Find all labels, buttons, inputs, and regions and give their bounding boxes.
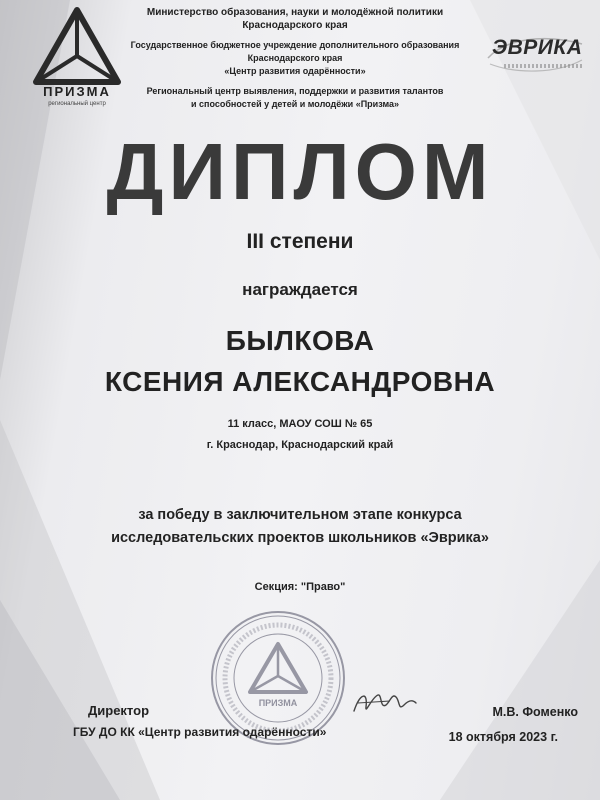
issue-date: 18 октября 2023 г. [448,730,558,744]
stamp-center-text: ПРИЗМА [258,698,298,708]
award-reason-line-1: за победу в заключительном этапе конкурса [138,507,462,523]
diploma-title: ДИПЛОМ [106,127,494,216]
prizma-logo-name: ПРИЗМА [43,84,111,99]
regional-center-line-2: и способностей у детей и молодёжи «Призма» [191,99,399,109]
recipient-given-names: КСЕНИЯ АЛЕКСАНДРОВНА [104,366,496,397]
evrika-logo [486,30,586,80]
institution-name-line: «Центр развития одарённости» [224,66,366,76]
contest-section: Секция: "Право" [254,581,346,593]
recipient-city: г. Краснодар, Краснодарский край [206,439,394,451]
signer-name: М.В. Фоменко [492,705,578,719]
evrika-tagline-decoration [504,64,582,68]
evrika-logo-name: ЭВРИКА [492,36,583,59]
institution-line: Государственное бюджетное учреждение дополнительного образования Краснодарского края [130,40,460,63]
recipient-surname: БЫЛКОВА [225,325,375,356]
diploma-degree: III степени [246,230,354,253]
director-title: Директор [88,703,150,718]
prizma-logo-subtitle: региональный центр [48,101,106,107]
ministry-line: Министерство образования, науки и молодёжной политики Краснодарского края [146,7,444,31]
issuer-header [110,6,480,111]
recipient-school: 11 класс, МАОУ СОШ № 65 [227,418,373,430]
director-organization: ГБУ ДО КК «Центр развития одарённости» [73,725,327,739]
award-reason-line-2: исследовательских проектов школьников «Эврика» [111,530,489,546]
awarded-label: награждается [242,280,358,299]
regional-center-line-1: Региональный центр выявления, поддержки и развития талантов [146,86,444,96]
